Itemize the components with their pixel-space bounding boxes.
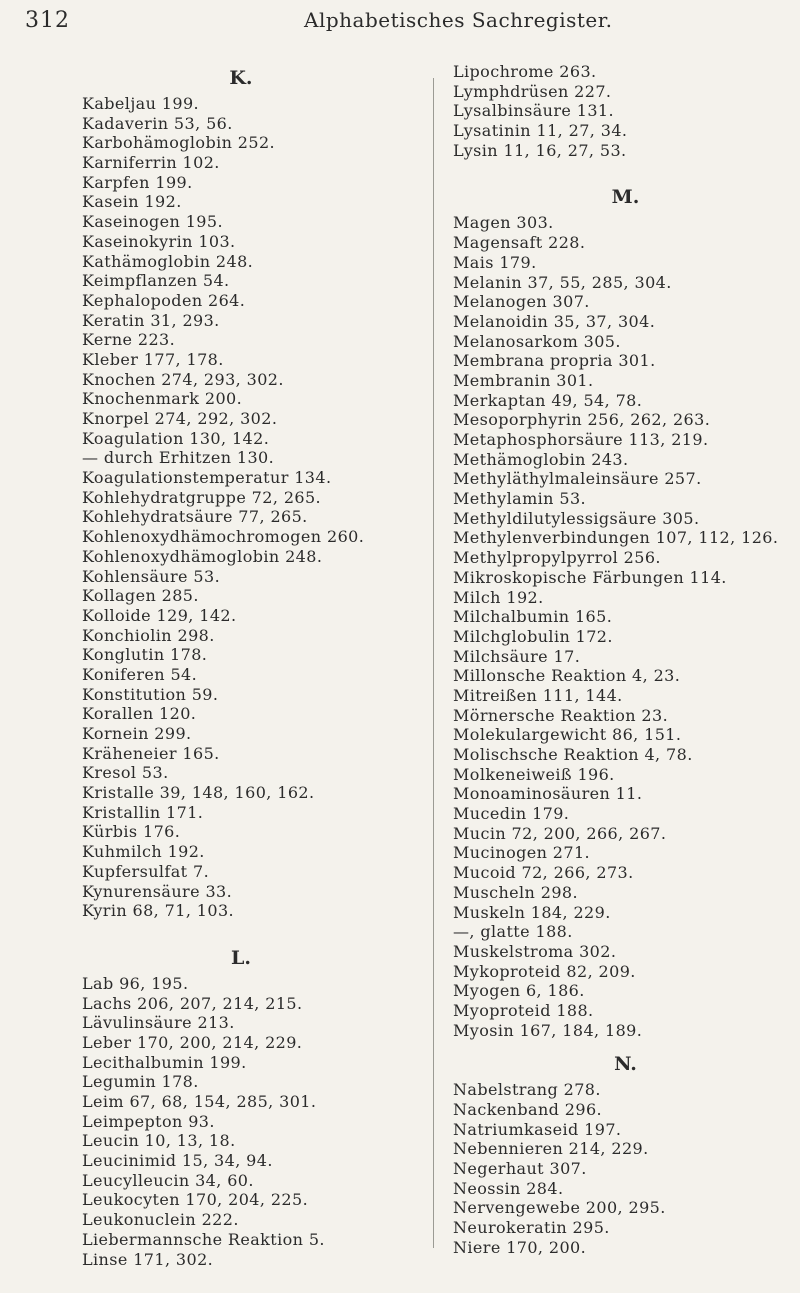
index-entry: Kohlenoxydhämochromogen 260.: [82, 527, 365, 547]
index-entry: —, glatte 188.: [453, 922, 573, 942]
index-entry: Koniferen 54.: [82, 664, 198, 684]
section-heading-k: K.: [229, 67, 253, 89]
index-entry: Metaphosphorsäure 113, 219.: [453, 430, 709, 449]
index-entry: Kadaverin 53, 56.: [82, 113, 233, 133]
index-entry: Kristallin 171.: [82, 802, 204, 822]
index-entry: Leukocyten 170, 204, 225.: [82, 1190, 309, 1210]
index-entry: Milchalbumin 165.: [453, 607, 613, 627]
index-entry: Muskelstroma 302.: [453, 941, 617, 961]
index-entry: Nackenband 296.: [453, 1100, 603, 1119]
section-m-entries: [453, 213, 798, 1040]
index-entry: Kolloide 129, 142.: [82, 605, 237, 625]
section-heading-n: N.: [614, 1053, 637, 1076]
index-entry: Muskeln 184, 229.: [453, 902, 611, 922]
index-entry: Lysin 11, 16, 27, 53.: [453, 140, 627, 160]
index-entry: Mucinogen 271.: [453, 843, 591, 863]
index-entry: Lysatinin 11, 27, 34.: [453, 121, 628, 141]
index-entry: Lecithalbumin 199.: [82, 1052, 247, 1072]
index-entry: Kresol 53.: [82, 763, 169, 783]
index-entry: Kleber 177, 178.: [82, 349, 224, 369]
column-divider: [433, 78, 434, 1248]
index-entry: Knochen 274, 293, 302.: [82, 369, 284, 389]
index-entry: Merkaptan 49, 54, 78.: [453, 390, 643, 410]
index-entry: Karpfen 199.: [82, 172, 193, 192]
index-entry: Myosin 167, 184, 189.: [453, 1020, 643, 1040]
index-entry: Kräheneier 165.: [82, 743, 220, 763]
index-entry: Myoproteid 188.: [453, 1000, 594, 1020]
index-entry: Neossin 284.: [453, 1178, 564, 1198]
index-entry: Leber 170, 200, 214, 229.: [82, 1032, 303, 1052]
index-entry: Melanin 37, 55, 285, 304.: [453, 272, 672, 292]
index-entry: Leimpepton 93.: [82, 1111, 215, 1131]
index-column-right: [453, 62, 798, 1258]
section-heading-l: L.: [231, 946, 251, 969]
index-entry: Molkeneiweiß 196.: [453, 764, 615, 784]
index-entry: Konchiolin 298.: [82, 625, 215, 645]
index-entry: Lab 96, 195.: [82, 973, 189, 993]
section-k-entries: [82, 94, 430, 921]
index-entry: Leucinimid 15, 34, 94.: [82, 1151, 273, 1171]
index-entry: Muscheln 298.: [453, 882, 578, 902]
index-entry: Kohlensäure 53.: [82, 566, 221, 586]
index-entry: Methylpropylpyrrol 256.: [453, 548, 661, 568]
index-entry: Milchsäure 17.: [453, 646, 581, 666]
index-entry: Mikroskopische Färbungen 114.: [453, 567, 727, 587]
index-entry: Mucoid 72, 266, 273.: [453, 863, 634, 883]
index-entry: Keimpflanzen 54.: [82, 271, 230, 291]
index-entry: Leim 67, 68, 154, 285, 301.: [82, 1092, 317, 1111]
index-entry: Kabeljau 199.: [82, 94, 200, 113]
index-entry: Mucin 72, 200, 266, 267.: [453, 823, 667, 843]
index-entry: Karniferrin 102.: [82, 153, 220, 173]
index-entry: Kohlenoxydhämoglobin 248.: [82, 546, 323, 566]
index-entry: Membranin 301.: [453, 370, 594, 390]
index-entry: Methyldilutylessigsäure 305.: [453, 508, 700, 528]
index-entry: Kyrin 68, 71, 103.: [82, 901, 235, 921]
index-entry: Leukonuclein 222.: [82, 1210, 239, 1230]
index-entry: Kollagen 285.: [82, 586, 199, 606]
running-head: Alphabetisches Sachregister.: [304, 8, 613, 32]
index-entry: Mucedin 179.: [453, 804, 570, 824]
index-entry: Konstitution 59.: [82, 684, 219, 704]
index-entry: Lachs 206, 207, 214, 215.: [82, 993, 303, 1013]
index-entry: Millonsche Reaktion 4, 23.: [453, 666, 681, 686]
index-entry: Kathämoglobin 248.: [82, 251, 254, 271]
index-entry: Lävulinsäure 213.: [82, 1013, 235, 1033]
index-entry: Mitreißen 111, 144.: [453, 685, 623, 705]
index-entry: Lymphdrüsen 227.: [453, 81, 612, 101]
index-entry: Negerhaut 307.: [453, 1159, 587, 1179]
index-entry: Knorpel 274, 292, 302.: [82, 409, 278, 428]
index-entry: Nabelstrang 278.: [453, 1080, 601, 1100]
index-entry: Methylenverbindungen 107, 112, 126.: [453, 528, 779, 548]
index-entry: Nebennieren 214, 229.: [453, 1139, 649, 1159]
index-entry: Leucylleucin 34, 60.: [82, 1170, 254, 1190]
index-entry: Konglutin 178.: [82, 645, 208, 665]
index-entry: Melanoidin 35, 37, 304.: [453, 311, 656, 331]
index-entry: Mesoporphyrin 256, 262, 263.: [453, 410, 711, 430]
index-entry: Molekulargewicht 86, 151.: [453, 725, 682, 745]
index-entry: Methylamin 53.: [453, 489, 587, 509]
index-entry: Nervengewebe 200, 295.: [453, 1198, 666, 1218]
index-entry: Kuhmilch 192.: [82, 842, 205, 862]
index-entry: Mykoproteid 82, 209.: [453, 961, 636, 981]
index-entry: — durch Erhitzen 130.: [82, 448, 275, 468]
index-entry: Karbohämoglobin 252.: [82, 133, 276, 153]
index-entry: Lipochrome 263.: [453, 62, 597, 81]
index-entry: Neurokeratin 295.: [453, 1218, 610, 1238]
index-entry: Milch 192.: [453, 587, 544, 607]
section-l-entries: [82, 974, 430, 1269]
index-entry: Kerne 223.: [82, 330, 176, 350]
index-entry: Natriumkaseid 197.: [453, 1119, 622, 1139]
index-entry: Koagulation 130, 142.: [82, 428, 270, 448]
index-entry: Kohlehydratgruppe 72, 265.: [82, 487, 322, 507]
index-entry: Koagulationstemperatur 134.: [82, 468, 332, 488]
index-entry: Linse 171, 302.: [82, 1249, 214, 1269]
index-entry: Knochenmark 200.: [82, 389, 243, 409]
index-entry: Magen 303.: [453, 213, 554, 233]
index-entry: Korallen 120.: [82, 704, 197, 724]
page-number: 312: [25, 8, 70, 33]
index-column-left: [82, 62, 430, 1269]
index-entry: Leucin 10, 13, 18.: [82, 1131, 236, 1151]
index-entry: Kephalopoden 264.: [82, 290, 246, 310]
section-heading-m: M.: [611, 186, 640, 209]
index-entry: Molischsche Reaktion 4, 78.: [453, 745, 693, 764]
index-entry: Kristalle 39, 148, 160, 162.: [82, 783, 315, 803]
index-entry: Myogen 6, 186.: [453, 981, 585, 1001]
index-entry: Kürbis 176.: [82, 822, 181, 842]
index-entry: Niere 170, 200.: [453, 1237, 587, 1257]
index-entry: Keratin 31, 293.: [82, 310, 220, 330]
index-entry: Methämoglobin 243.: [453, 449, 629, 469]
index-entry: Monoaminosäuren 11.: [453, 784, 643, 804]
section-l-continued-entries: [453, 62, 798, 160]
index-entry: Kaseinogen 195.: [82, 212, 223, 232]
index-entry: Kynurensäure 33.: [82, 881, 233, 901]
index-entry: Mais 179.: [453, 252, 537, 272]
index-entry: Melanogen 307.: [453, 292, 590, 312]
index-entry: Methyläthylmaleinsäure 257.: [453, 469, 702, 489]
section-n-entries: [453, 1080, 798, 1257]
index-entry: Kohlehydratsäure 77, 265.: [82, 507, 308, 527]
index-entry: Kasein 192.: [82, 192, 182, 212]
index-entry: Liebermannsche Reaktion 5.: [82, 1229, 325, 1249]
index-entry: Legumin 178.: [82, 1072, 199, 1092]
index-entry: Magensaft 228.: [453, 233, 586, 253]
index-entry: Kornein 299.: [82, 724, 192, 743]
index-entry: Milchglobulin 172.: [453, 626, 613, 646]
index-entry: Kupfersulfat 7.: [82, 861, 210, 881]
index-entry: Kaseinokyrin 103.: [82, 231, 236, 251]
index-entry: Mörnersche Reaktion 23.: [453, 705, 669, 725]
index-entry: Lysalbinsäure 131.: [453, 101, 614, 121]
index-entry: Membrana propria 301.: [453, 351, 656, 371]
index-entry: Melanosarkom 305.: [453, 331, 621, 351]
